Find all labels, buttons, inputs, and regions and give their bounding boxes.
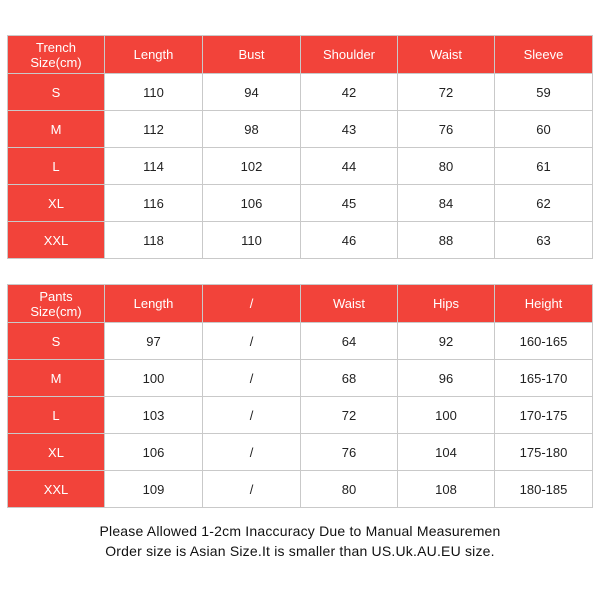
column-header: Waist — [301, 285, 398, 323]
table-cell: 76 — [301, 434, 398, 471]
table-cell: 104 — [398, 434, 495, 471]
table-body — [8, 74, 593, 259]
table-cell: / — [203, 323, 301, 360]
table-cell: 63 — [495, 222, 593, 259]
table-cell: 165-170 — [495, 360, 593, 397]
table-row — [8, 323, 593, 360]
table-cell: 44 — [301, 148, 398, 185]
table-cell: 160-165 — [495, 323, 593, 360]
table-cell: / — [203, 397, 301, 434]
table-cell: 98 — [203, 111, 301, 148]
table-cell: 114 — [105, 148, 203, 185]
size-label: L — [8, 397, 105, 434]
table-cell: 100 — [398, 397, 495, 434]
table-row — [8, 471, 593, 508]
table-cell: 46 — [301, 222, 398, 259]
table-cell: 45 — [301, 185, 398, 222]
column-header: Height — [495, 285, 593, 323]
table-cell: 80 — [301, 471, 398, 508]
table-cell: 110 — [203, 222, 301, 259]
pants-size-table — [7, 284, 593, 508]
size-label: XL — [8, 434, 105, 471]
table-cell: 84 — [398, 185, 495, 222]
table-cell: 118 — [105, 222, 203, 259]
table-row — [8, 74, 593, 111]
table-cell: 100 — [105, 360, 203, 397]
table-cell: / — [203, 471, 301, 508]
table-header-row — [8, 285, 593, 323]
column-header: Trench Size(cm) — [8, 36, 105, 74]
column-header: Sleeve — [495, 36, 593, 74]
table-cell: 72 — [301, 397, 398, 434]
table-cell: 43 — [301, 111, 398, 148]
table-row — [8, 397, 593, 434]
table-cell: 88 — [398, 222, 495, 259]
table-cell: 64 — [301, 323, 398, 360]
table-cell: 103 — [105, 397, 203, 434]
inaccuracy-note: Please Allowed 1-2cm Inaccuracy Due to Manual Measuremen — [99, 523, 501, 539]
table-cell: 94 — [203, 74, 301, 111]
trench-size-table — [7, 35, 593, 259]
column-header: Bust — [203, 36, 301, 74]
table-body — [8, 323, 593, 508]
size-label: M — [8, 111, 105, 148]
table-header-row — [8, 36, 593, 74]
table-cell: 60 — [495, 111, 593, 148]
table-cell: 108 — [398, 471, 495, 508]
table-cell: 61 — [495, 148, 593, 185]
table-cell: 96 — [398, 360, 495, 397]
column-header: Length — [105, 36, 203, 74]
table-cell: 97 — [105, 323, 203, 360]
table-cell: 72 — [398, 74, 495, 111]
size-label: S — [8, 323, 105, 360]
table-cell: / — [203, 360, 301, 397]
size-label: S — [8, 74, 105, 111]
table-cell: / — [203, 434, 301, 471]
column-header: Hips — [398, 285, 495, 323]
table-cell: 92 — [398, 323, 495, 360]
size-label: XXL — [8, 222, 105, 259]
table-row — [8, 185, 593, 222]
table-cell: 59 — [495, 74, 593, 111]
size-label: M — [8, 360, 105, 397]
column-header: Shoulder — [301, 36, 398, 74]
table-cell: 76 — [398, 111, 495, 148]
size-label: XXL — [8, 471, 105, 508]
table-row — [8, 148, 593, 185]
table-cell: 62 — [495, 185, 593, 222]
table-cell: 106 — [105, 434, 203, 471]
size-label: XL — [8, 185, 105, 222]
table-row — [8, 360, 593, 397]
column-header: / — [203, 285, 301, 323]
table-cell: 102 — [203, 148, 301, 185]
table-cell: 180-185 — [495, 471, 593, 508]
table-row — [8, 222, 593, 259]
table-cell: 68 — [301, 360, 398, 397]
table-row — [8, 434, 593, 471]
table-cell: 42 — [301, 74, 398, 111]
table-cell: 116 — [105, 185, 203, 222]
table-cell: 80 — [398, 148, 495, 185]
asian-size-note: Order size is Asian Size.It is smaller than US.Uk.AU.EU size. — [105, 543, 495, 559]
table-cell: 112 — [105, 111, 203, 148]
column-header: Waist — [398, 36, 495, 74]
column-header: Length — [105, 285, 203, 323]
table-cell: 109 — [105, 471, 203, 508]
table-cell: 106 — [203, 185, 301, 222]
table-cell: 110 — [105, 74, 203, 111]
table-cell: 170-175 — [495, 397, 593, 434]
table-row — [8, 111, 593, 148]
table-cell: 175-180 — [495, 434, 593, 471]
column-header: Pants Size(cm) — [8, 285, 105, 323]
size-label: L — [8, 148, 105, 185]
